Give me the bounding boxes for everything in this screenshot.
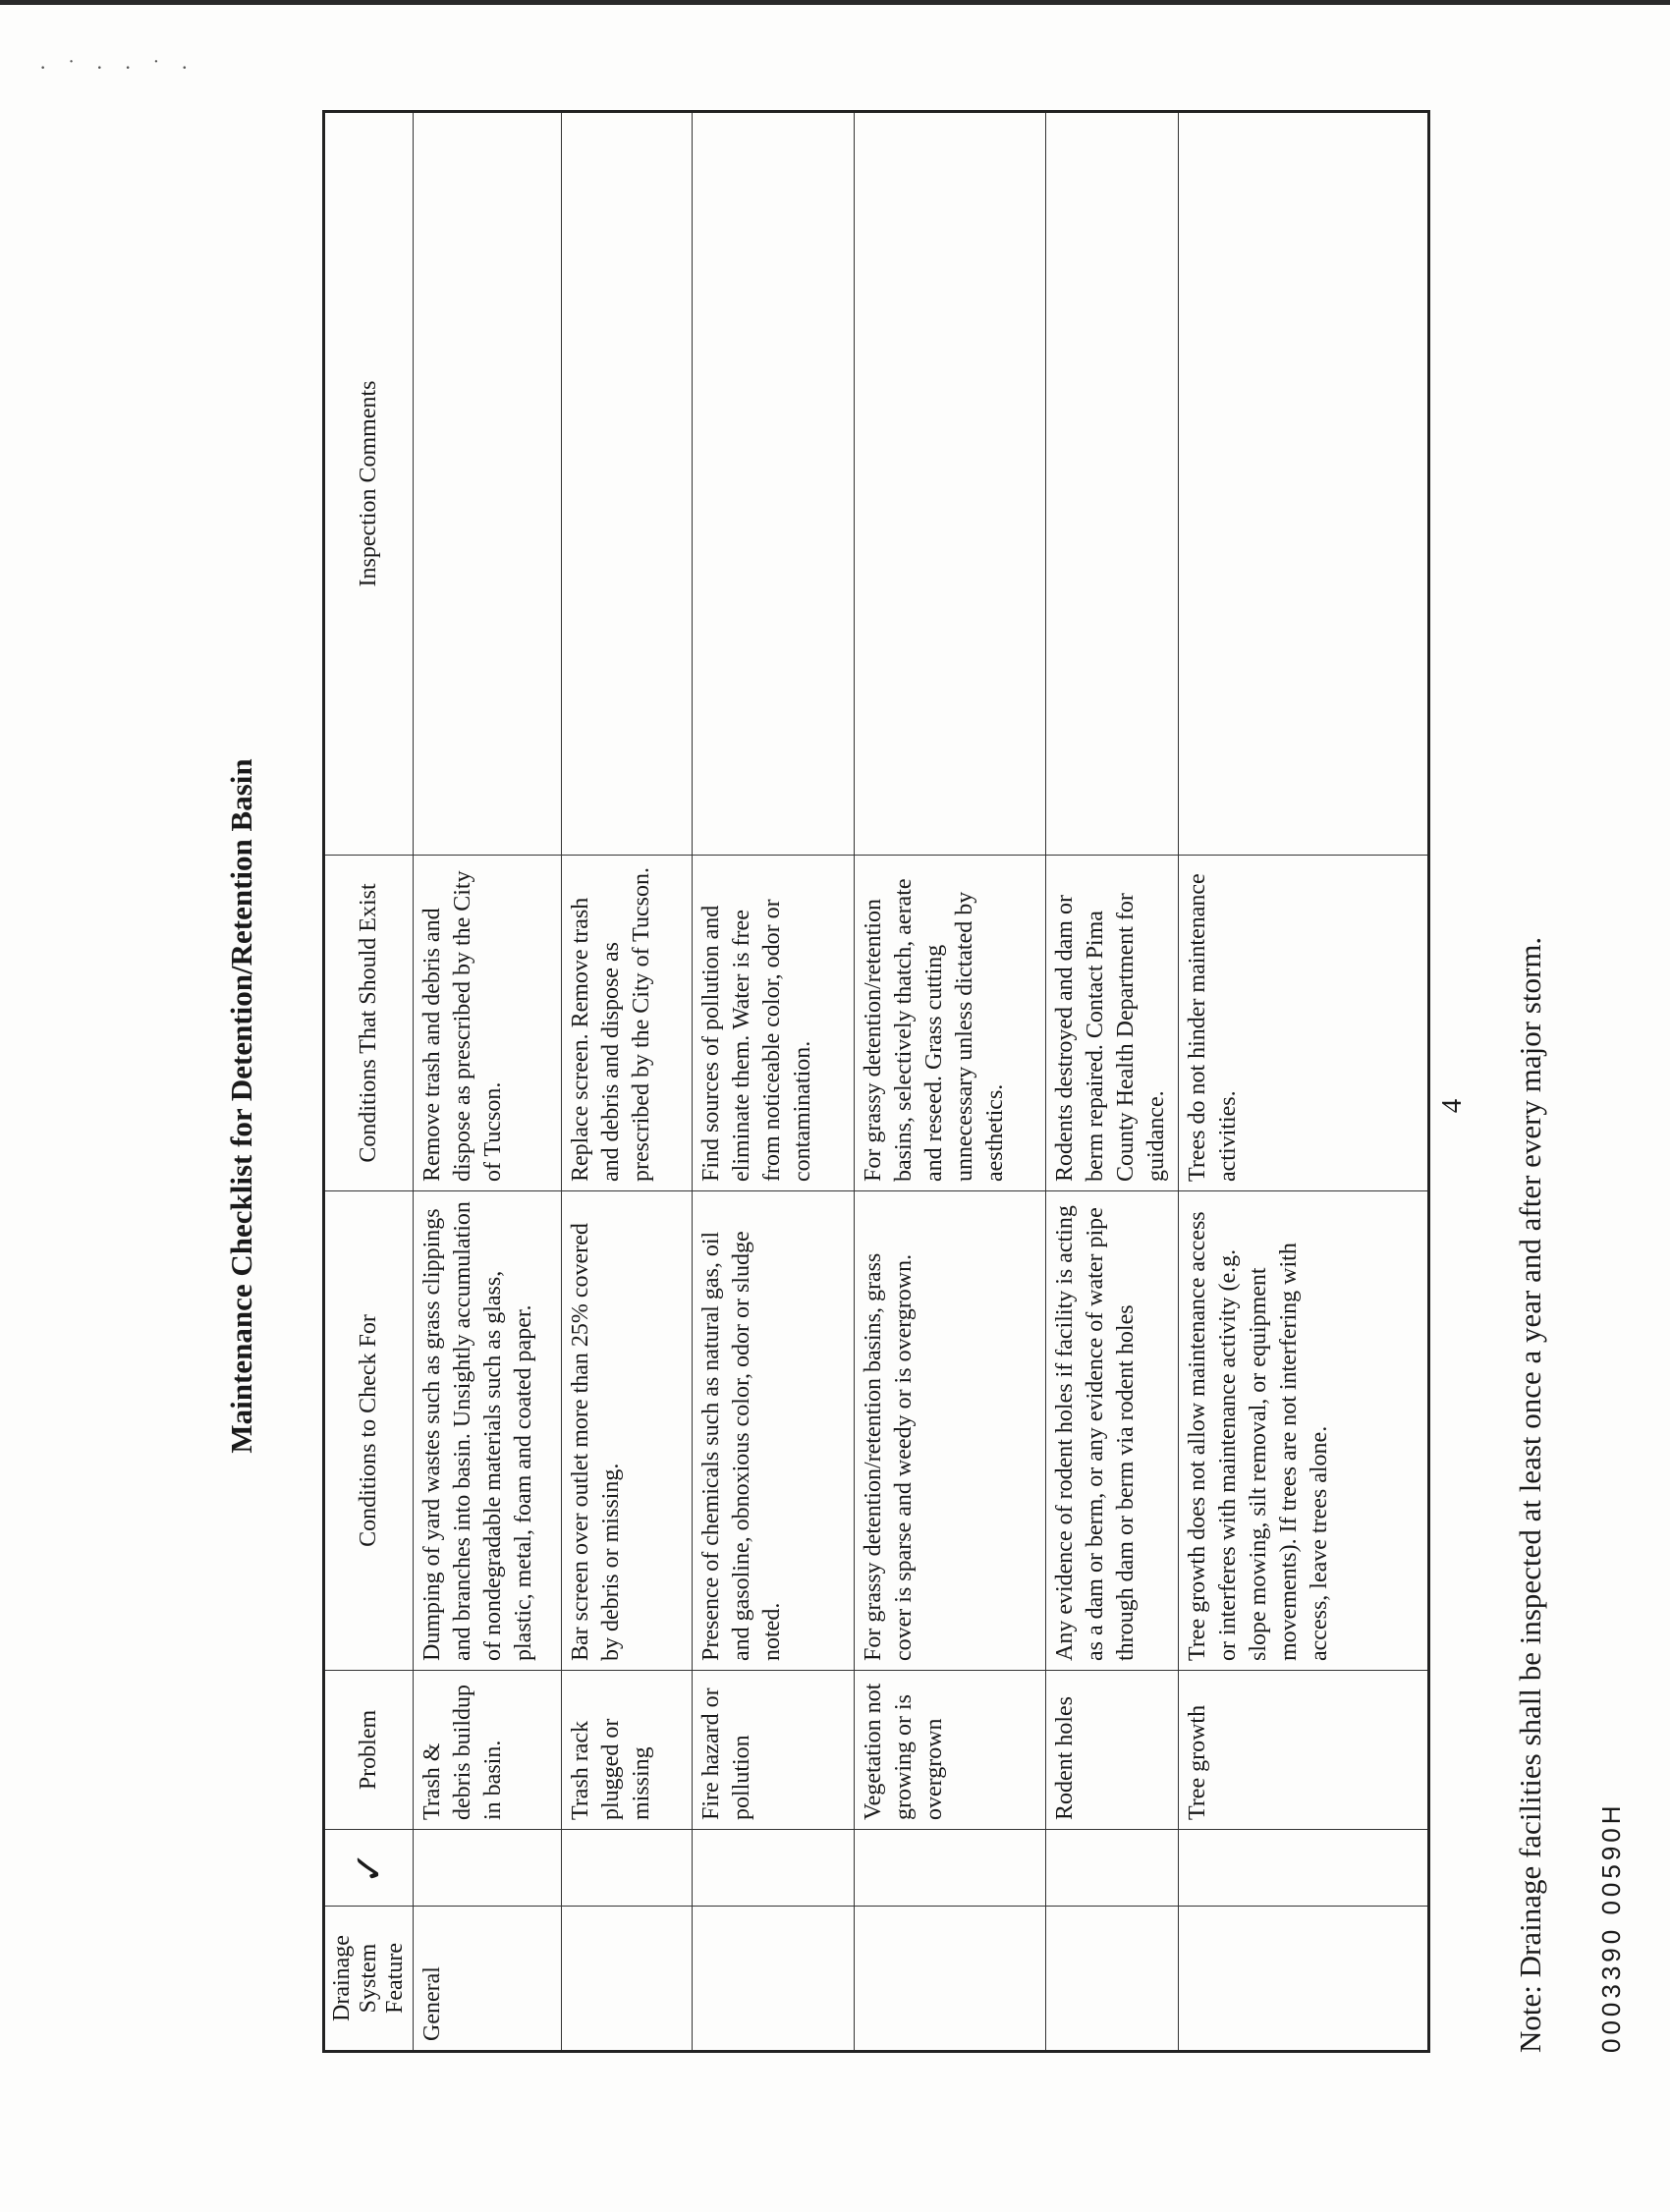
cell-feature <box>1179 1907 1429 2052</box>
cell-conditions-exist: Replace screen. Remove trash and debris and dispose as prescribed by the City of Tucson. <box>562 856 693 1191</box>
cell-conditions-exist: For grassy detention/retention basins, selectively thatch, aerate and reseed. Grass cutting unnecessary unless dictated by aesthetics. <box>855 856 1046 1191</box>
cell-conditions-exist: Find sources of pollution and eliminate them. Water is free from noticeable color, odor or contamination. <box>693 856 855 1191</box>
cell-feature <box>693 1907 855 2052</box>
maintenance-checklist-table <box>322 110 1430 2053</box>
cell-problem: Tree growth <box>1179 1671 1429 1830</box>
table-row <box>1046 112 1179 2052</box>
cell-problem: Rodent holes <box>1046 1671 1179 1830</box>
cell-feature <box>1046 1907 1179 2052</box>
cell-check[interactable] <box>562 1830 693 1907</box>
cell-problem: Fire hazard or pollution <box>693 1671 855 1830</box>
cell-comments[interactable] <box>414 112 562 856</box>
document-id: 0003390 00590H <box>1596 1801 1626 2053</box>
cell-conditions-check: For grassy detention/retention basins, grass cover is sparse and weedy or is overgrown. <box>855 1191 1046 1671</box>
cell-conditions-exist: Trees do not hinder maintenance activities. <box>1179 856 1429 1191</box>
scan-specks: · ˙ · · ˙ · <box>39 55 196 80</box>
page-number: 4 <box>1436 1098 1468 1114</box>
cell-conditions-check: Any evidence of rodent holes if facility is acting as a dam or berm, or any evidence of water pipe through dam or berm via rodent holes <box>1046 1191 1179 1671</box>
header-comments: Inspection Comments <box>324 112 414 856</box>
cell-comments[interactable] <box>1179 112 1429 856</box>
cell-comments[interactable] <box>693 112 855 856</box>
header-problem: Problem <box>324 1671 414 1830</box>
cell-problem: Vegetation not growing or is overgrown <box>855 1671 1046 1830</box>
cell-conditions-check: Dumping of yard wastes such as grass clippings and branches into basin. Unsightly accumulation of nondegradable materials such as glass, plastic, metal, foam and coated paper. <box>414 1191 562 1671</box>
header-check: ✓ <box>324 1830 414 1907</box>
cell-problem: Trash & debris buildup in basin. <box>414 1671 562 1830</box>
inspection-note: Note: Drainage facilities shall be inspected at least once a year and after every major storm. <box>1513 936 1547 2053</box>
cell-comments[interactable] <box>1046 112 1179 856</box>
cell-check[interactable] <box>1046 1830 1179 1907</box>
table-header-row <box>324 112 414 2052</box>
cell-comments[interactable] <box>855 112 1046 856</box>
cell-conditions-check: Bar screen over outlet more than 25% covered by debris or missing. <box>562 1191 693 1671</box>
header-conditions-exist: Conditions That Should Exist <box>324 856 414 1191</box>
cell-conditions-exist: Rodents destroyed and dam or berm repaired. Contact Pima County Health Department for guidance. <box>1046 856 1179 1191</box>
cell-conditions-check: Presence of chemicals such as natural gas, oil and gasoline, obnoxious color, odor or sludge noted. <box>693 1191 855 1671</box>
cell-feature <box>855 1907 1046 2052</box>
table-row <box>562 112 693 2052</box>
table-row <box>693 112 855 2052</box>
table-row <box>414 112 562 2052</box>
table-row <box>855 112 1046 2052</box>
cell-comments[interactable] <box>562 112 693 856</box>
cell-check[interactable] <box>414 1830 562 1907</box>
cell-check[interactable] <box>693 1830 855 1907</box>
header-feature: Drainage System Feature <box>324 1907 414 2052</box>
page-title: Maintenance Checklist for Detention/Retention Basin <box>224 758 258 1454</box>
cell-conditions-check: Tree growth does not allow maintenance access or interferes with maintenance activity (e.g. slope mowing, silt removal, or equipment movements). If trees are not interfering with access, leave trees alone. <box>1179 1191 1429 1671</box>
table-row <box>1179 112 1429 2052</box>
cell-check[interactable] <box>1179 1830 1429 1907</box>
cell-problem: Trash rack plugged or missing <box>562 1671 693 1830</box>
cell-conditions-exist: Remove trash and debris and dispose as prescribed by the City of Tucson. <box>414 856 562 1191</box>
cell-feature: General <box>414 1907 562 2052</box>
cell-check[interactable] <box>855 1830 1046 1907</box>
header-conditions-check: Conditions to Check For <box>324 1191 414 1671</box>
cell-feature <box>562 1907 693 2052</box>
